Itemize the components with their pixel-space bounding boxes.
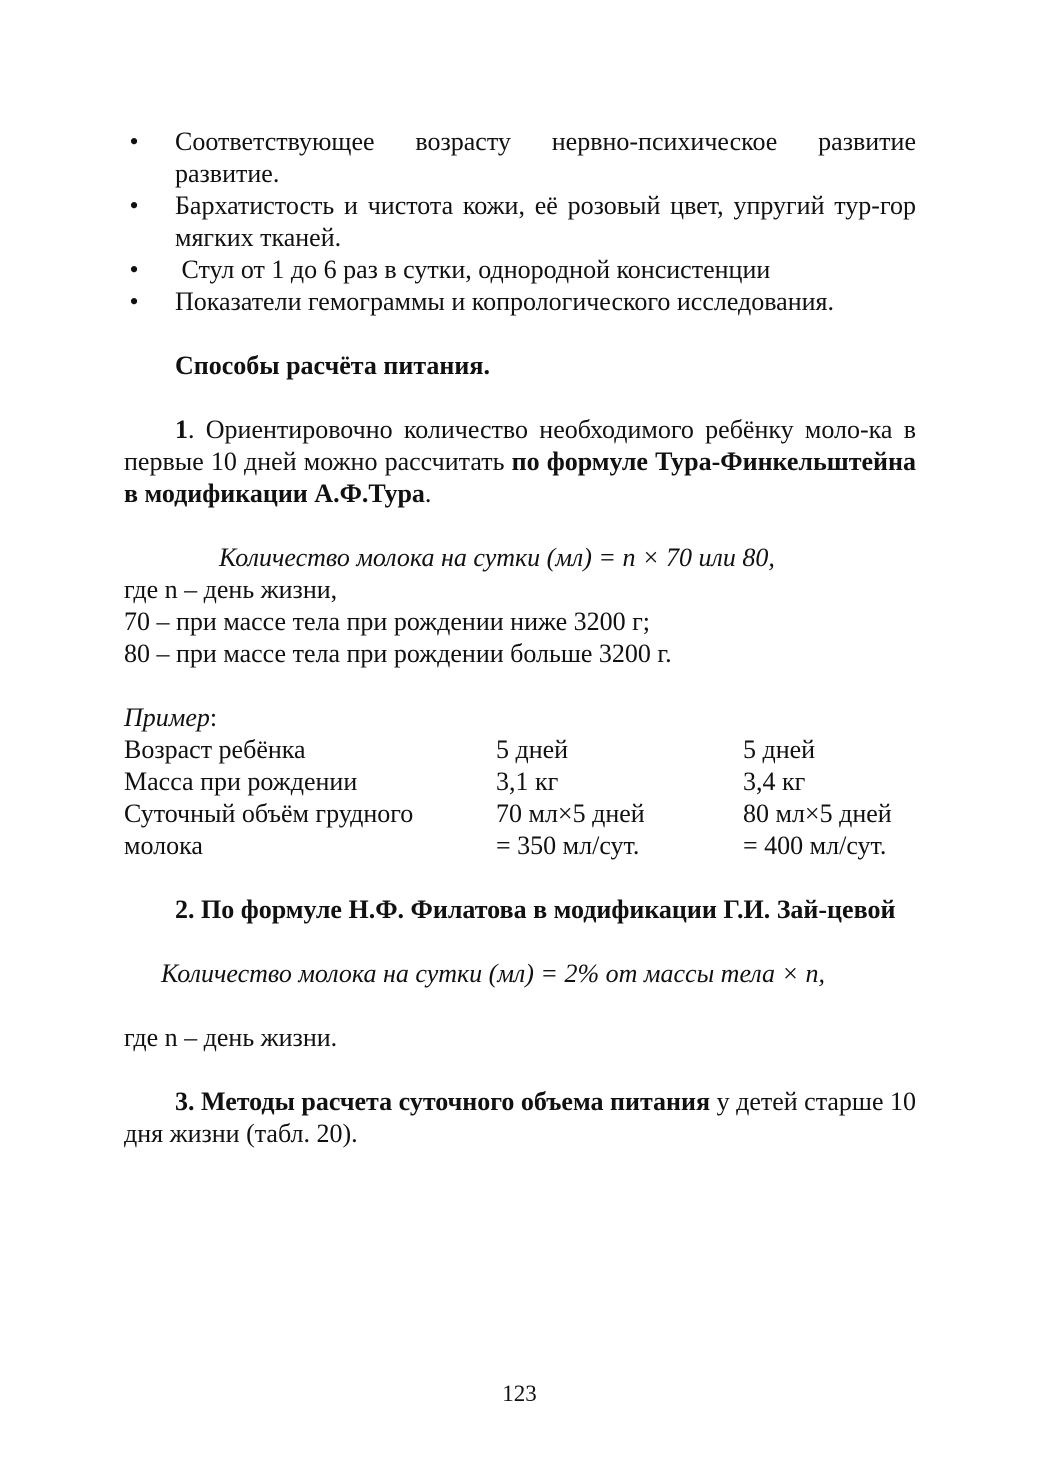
method-3-text: у детей старше 10 дня жизни (табл. 20). [124,1087,916,1148]
example-table [124,734,916,862]
method-1-text: . Ориентировочно количество необходимого ребёнку моло-ка в первые 10 дней можно рассчитать [124,415,916,476]
example-title: Пример [124,703,210,732]
table-cell: 80 мл×5 дней [743,799,892,828]
page-number: 123 [502,1381,537,1406]
table-cell: = 350 мл/сут. [496,831,640,860]
formula-note: 70 – при массе тела при рождении ниже 3200 г; [124,607,651,636]
list-item [124,254,916,286]
list-item-text: Стул от 1 до 6 раз в сутки, однородной консистенции [175,255,771,284]
table-cell: Суточный объём грудного [124,799,414,828]
table-cell: 5 дней [743,735,816,764]
formula-note: где n – день жизни, [124,575,338,604]
bullet-marker: • [129,127,139,156]
formula-filatov: Количество молока на сутки (мл) = 2% от массы тела × n, [161,959,826,988]
table-cell: молока [124,831,203,860]
method-3-title: 3. Методы расчета суточного объема питания [175,1087,711,1116]
list-item [124,190,916,254]
list-item-text: Показатели гемограммы и копрологического исследования. [175,287,835,316]
method-1-number: 1 [175,415,188,444]
formula-note: где n – день жизни. [124,1023,338,1052]
table-cell: Масса при рождении [124,767,358,796]
method-1-end: . [424,479,432,508]
list-item-text: Бархатистость и чистота кожи, её розовый цвет, упругий тур-гор мягких тканей. [175,191,916,252]
method-2-heading-text: 2. По формуле Н.Ф. Филатова в модификации Г.И. Зай-цевой [175,895,896,924]
section-heading: Способы расчёта питания. [175,351,490,380]
table-cell: 3,4 кг [743,767,806,796]
example-label [124,702,916,734]
bullet-marker: • [129,255,139,284]
list-item [124,126,916,190]
method-3-paragraph [124,1086,916,1150]
table-cell: 5 дней [496,735,569,764]
example-colon: : [209,703,218,732]
bullet-marker: • [129,287,139,316]
table-row [124,830,916,862]
table-row [124,766,916,798]
criteria-list [124,126,916,318]
table-row [124,798,916,830]
formula-tur: Количество молока на сутки (мл) = n × 70 или 80, [219,543,775,572]
method-1-formula-name: по формуле Тура-Финкельштейна в модификации А.Ф.Тура [124,447,916,508]
page-content [124,126,916,1150]
method-2-heading [124,894,916,926]
list-item-text: Соответствующее возрасту нервно-психическое развитие развитие. [175,127,916,188]
list-item [124,286,916,318]
table-cell: Возраст ребёнка [124,735,306,764]
bullet-marker: • [129,191,139,220]
table-row [124,734,916,766]
method-1-paragraph [124,414,916,510]
table-cell: 3,1 кг [496,767,559,796]
table-cell: 70 мл×5 дней [496,799,645,828]
table-cell: = 400 мл/сут. [743,831,887,860]
formula-note: 80 – при массе тела при рождении больше 3200 г. [124,639,672,668]
